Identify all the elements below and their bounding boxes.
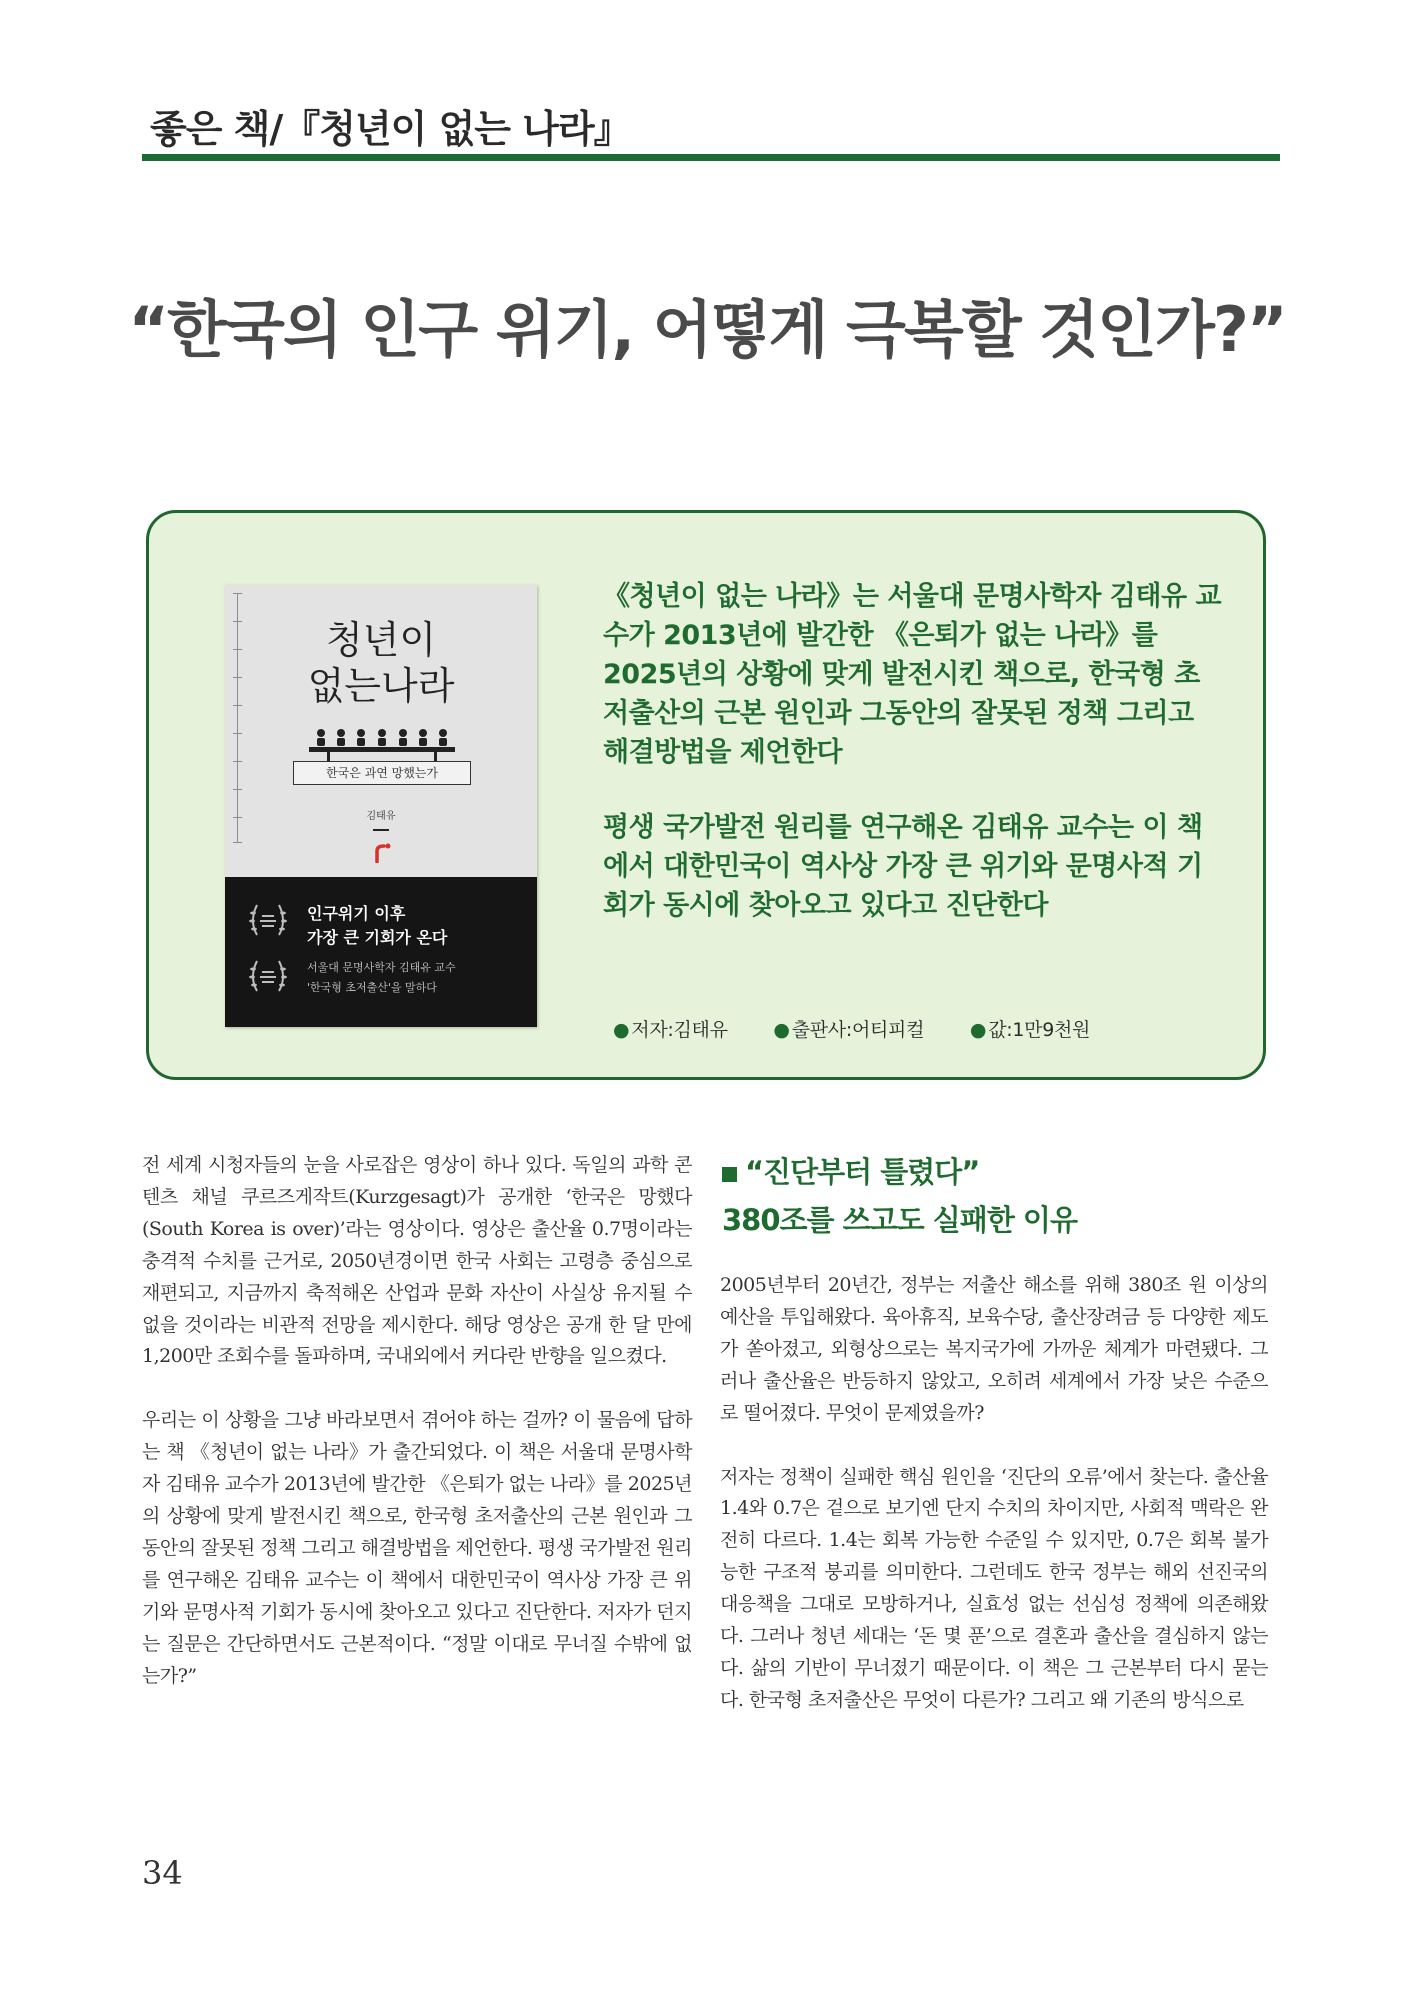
square-bullet-icon (722, 1167, 737, 1182)
book-summary-box (146, 510, 1266, 1080)
audience-illustration-icon (307, 725, 457, 761)
book-summary-text (603, 577, 1223, 925)
body-paragraph: 2005년부터 20년간, 정부는 저출산 해소를 위해 380조 원 이상의 예산을 투입해왔다. 육아휴직, 보육수당, 출산장려금 등 다양한 제도가 쏟아졌고, 외형상으로는 복지국가에 가까운 체계가 마련됐다. 그러나 출산율은 반등하지 않았고, 오히려 세계에서 가장 낮은 수준으로 떨어졌다. 무엇이 문제였을까? (720, 1274, 1268, 1424)
section-header (142, 88, 1280, 160)
cover-author: 김태유 (366, 811, 396, 822)
summary-paragraph: 《청년이 없는 나라》는 서울대 문명사학자 김태유 교수가 2013년에 발간한 《은퇴가 없는 나라》를 2025년의 상황에 맞게 발전시킨 책으로, 한국형 초저출산의 근본 원인과 그동안의 잘못된 정책 그리고 해결방법을 제언한다 (603, 581, 1222, 768)
article-headline: “한국의 인구 위기, 어떻게 극복할 것인가?” (128, 293, 1286, 366)
cover-band-sub1: 서울대 문명사학자 김태유 교수 (307, 961, 456, 974)
body-paragraph: 전 세계 시청자들의 눈을 사로잡은 영상이 하나 있다. 독일의 과학 콘텐츠 채널 쿠르즈게작트(Kurzgesagt)가 공개한 ‘한국은 망했다(South Korea is over)’라는 영상이다. 영상은 출산율 0.7명이라는 충격적 수치를 근거로, 2050년경이면 한국 사회는 고령층 중심으로 재편되고, 지금까지 축적해온 산업과 문화 자산이 사실상 유지될 수 없을 것이라는 비관적 전망을 제시한다. 해당 영상은 공개 한 달 만에 1,200만 조회수를 돌파하며, 국내외에서 커다란 반향을 일으켰다. (142, 1154, 692, 1368)
cover-title-line2: 없는나라 (307, 664, 455, 708)
body-paragraph: 저자는 정책이 실패한 핵심 원인을 ‘진단의 오류’에서 찾는다. 출산율 1.4와 0.7은 겉으로 보기엔 단지 수치의 차이지만, 사회적 맥락은 완전히 다르다. 1.4는 회복 가능한 수준일 수 있지만, 0.7은 회복 불가능한 구조적 붕괴를 의미한다. 그런데도 한국 정부는 해외 선진국의 대응책을 그대로 모방하거나, 실효성 없는 선심성 정책에 의존해왔다. 그러나 청년 세대는 ‘돈 몇 푼’으로 결혼과 출산을 결심하지 않는다. 삶의 기반이 무너졌기 때문이다. 이 책은 그 근본부터 다시 묻는다. 한국형 초저출산은 무엇이 다른가? 그리고 왜 기존의 방식으로 (720, 1465, 1268, 1711)
book-info-publisher: ● 출판사:어티피컬 (773, 1019, 925, 1041)
cover-title-line1: 청년이 (325, 618, 437, 662)
cover-divider (373, 829, 389, 831)
book-info-price: ● 값:1만9천원 (969, 1019, 1091, 1041)
subheading-line2: 380조를 쓰고도 실패한 이유 (722, 1203, 1077, 1237)
page-number: 34 (142, 1854, 183, 1892)
laurel-award-icon (245, 953, 291, 999)
book-info (613, 1015, 1130, 1042)
cover-black-band (225, 877, 537, 1027)
book-info-author: ● 저자:김태유 (613, 1019, 728, 1041)
publisher-logo-icon (371, 841, 393, 863)
cover-band-line2: 가장 큰 기회가 온다 (307, 928, 448, 947)
book-cover-image (225, 585, 537, 1027)
body-paragraph: 우리는 이 상황을 그냥 바라보면서 겪어야 하는 걸까? 이 물음에 답하는 책 《청년이 없는 나라》가 출간되었다. 이 책은 서울대 문명사학자 김태유 교수가 2013년에 발간한 《은퇴가 없는 나라》를 2025년의 상황에 맞게 발전시킨 책으로, 한국형 초저출산의 근본 원인과 그동안의 잘못된 정책 그리고 해결방법을 제언한다. 평생 국가발전 원리를 연구해온 김태유 교수는 이 책에서 대한민국이 역사상 가장 큰 위기와 문명사적 기회가 동시에 찾아오고 있다고 진단한다. 저자가 던지는 질문은 간단하면서도 근본적이다. “정말 이대로 무너질 수밖에 없는가?” (142, 1409, 692, 1687)
section-title: 좋은 책/『청년이 없는 나라』 (150, 107, 631, 151)
right-column (720, 1270, 1268, 1717)
cover-band-sub2: '한국형 초저출산'을 말하다 (307, 981, 437, 994)
right-column-subheading (722, 1148, 1077, 1244)
left-column (142, 1150, 692, 1693)
summary-paragraph: 평생 국가발전 원리를 연구해온 김태유 교수는 이 책에서 대한민국이 역사상 가장 큰 위기와 문명사적 기회가 동시에 찾아오고 있다고 진단한다 (603, 812, 1203, 921)
subheading-line1: “진단부터 틀렸다” (722, 1148, 1077, 1196)
cover-band-line1: 인구위기 이후 (307, 904, 406, 923)
laurel-award-icon (245, 897, 291, 943)
cover-subtitle: 한국은 과연 망했는가 (293, 761, 471, 785)
header-rule (142, 154, 1280, 161)
